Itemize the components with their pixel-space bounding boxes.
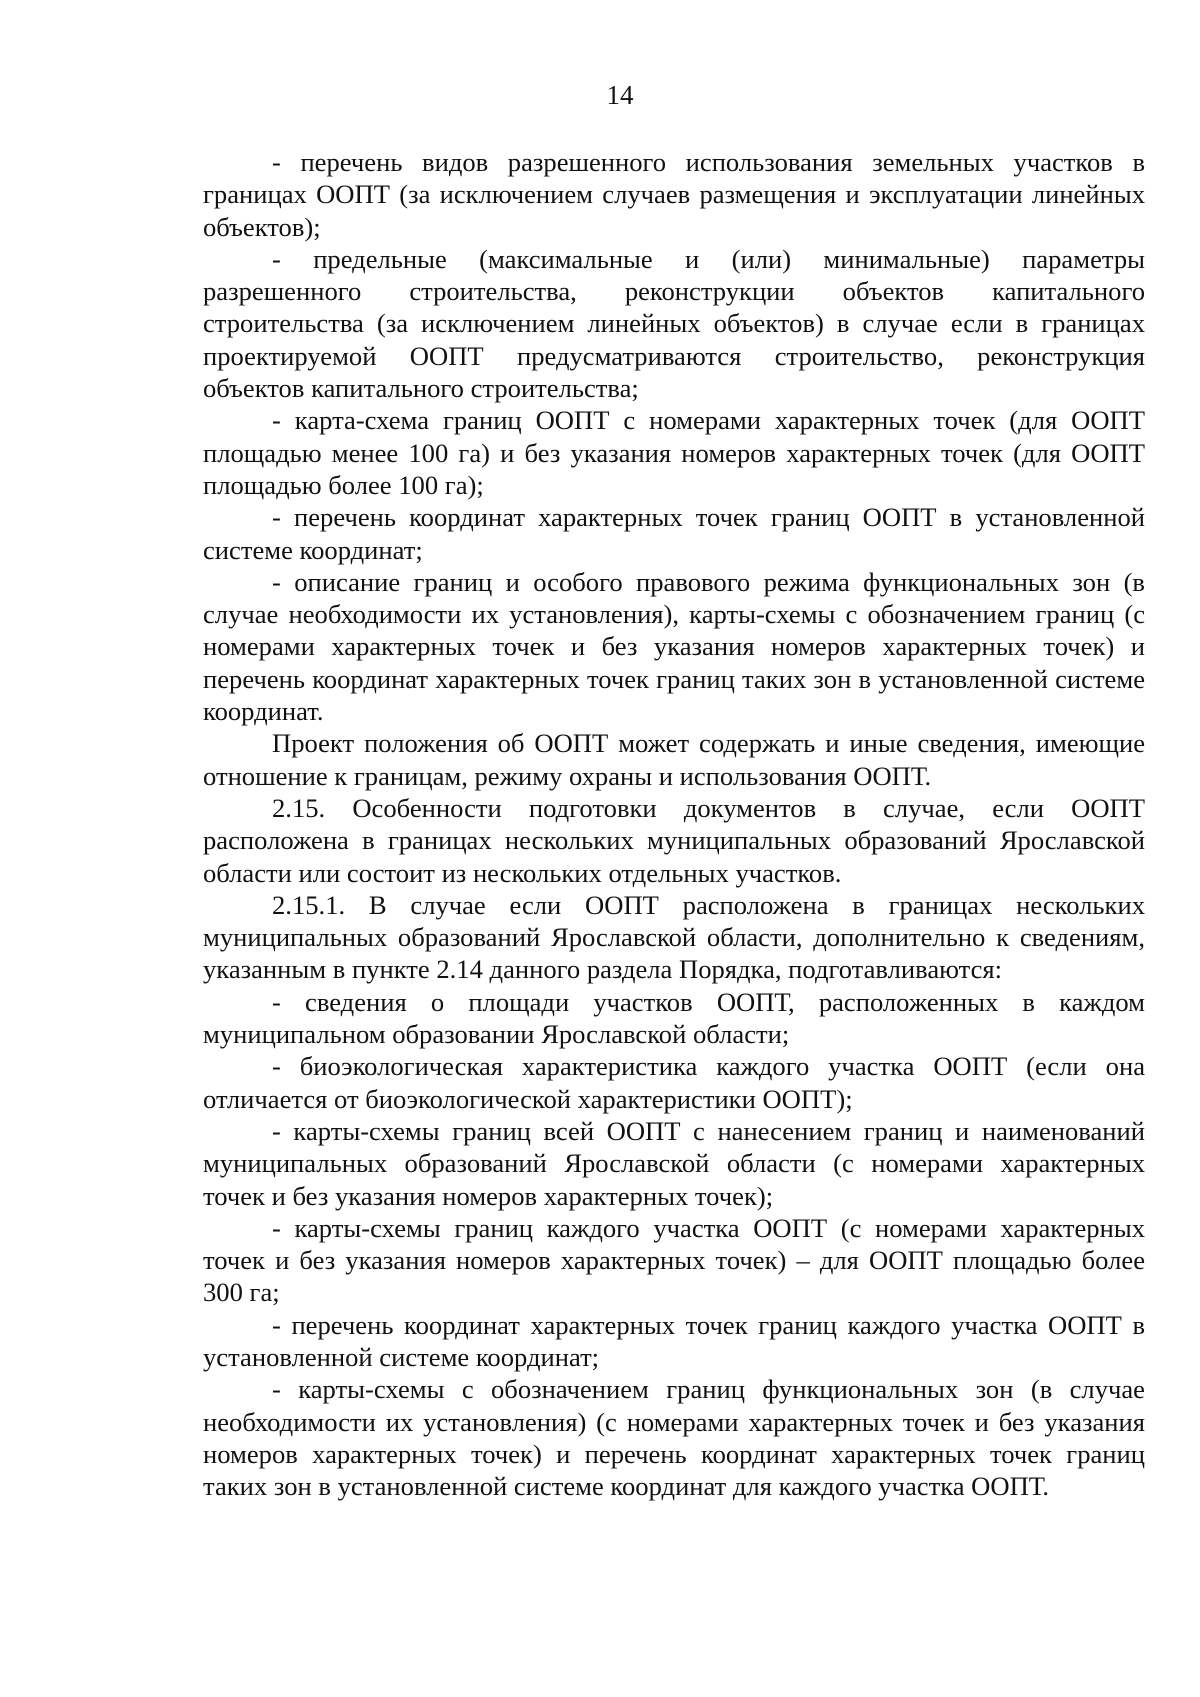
paragraph-land-use-list: - перечень видов разрешенного использования земельных участков в границах ООПТ (за исключением случаев размещения и эксплуатации линейных объектов);: [203, 147, 1145, 242]
paragraph-area-information: - сведения о площади участков ООПТ, расположенных в каждом муниципальном образовании Ярославской области;: [203, 986, 1145, 1050]
paragraph-construction-parameters: - предельные (максимальные и (или) минимальные) параметры разрешенного строительства, реконструкции объектов капитального строительства (за исключением линейных объектов) в случае если в границах проектируемой ООПТ предусматриваются строительство, реконструкция объектов капитального строительства;: [203, 243, 1145, 404]
paragraph-other-information: Проект положения об ООПТ может содержать и иные сведения, имеющие отношение к границам, режиму охраны и использования ООПТ.: [203, 728, 1145, 791]
paragraph-bioecological-characteristics: - биоэкологическая характеристика каждого участка ООПТ (если она отличается от биоэкологической характеристики ООПТ);: [203, 1051, 1145, 1114]
paragraph-functional-zone-maps: - карты-схемы с обозначением границ функциональных зон (в случае необходимости их установления) (с номерами характерных точек и без указания номеров характерных точек) и перечень координат характерных точек границ таких зон в установленной системе координат для каждого участка ООПТ.: [203, 1374, 1145, 1502]
paragraph-entire-boundary-maps: - карты-схемы границ всей ООПТ с нанесением границ и наименований муниципальных образований Ярославской области (с номерами характерных точек и без указания номеров характерных точек);: [203, 1115, 1145, 1211]
paragraph-coordinates-list: - перечень координат характерных точек границ ООПТ в установленной системе координат;: [203, 502, 1145, 565]
document-body: [203, 146, 1145, 1502]
paragraph-each-plot-coordinates: - перечень координат характерных точек границ каждого участка ООПТ в установленной системе координат;: [203, 1309, 1145, 1372]
page-number: 14: [606, 80, 634, 110]
paragraph-section-2-15-1: 2.15.1. В случае если ООПТ расположена в границах нескольких муниципальных образований Ярославской области, дополнительно к сведениям, указанным в пункте 2.14 данного раздела Порядка, подготавливаются:: [203, 889, 1145, 985]
paragraph-boundary-map-scheme: - карта-схема границ ООПТ с номерами характерных точек (для ООПТ площадью менее 100 га) и без указания номеров характерных точек (для ООПТ площадью более 100 га);: [203, 405, 1145, 500]
paragraph-functional-zones: - описание границ и особого правового режима функциональных зон (в случае необходимости их установления), карты-схемы с обозначением границ (с номерами характерных точек и без указания номеров характерных точек) и перечень координат характерных точек границ таких зон в установленной системе координат.: [203, 566, 1145, 727]
paragraph-section-2-15: 2.15. Особенности подготовки документов в случае, если ООПТ расположена в границах нескольких муниципальных образований Ярославской области или состоит из нескольких отдельных участков.: [203, 792, 1145, 888]
paragraph-each-plot-maps: - карты-схемы границ каждого участка ООПТ (с номерами характерных точек и без указания номеров характерных точек) – для ООПТ площадью более 300 га;: [203, 1212, 1145, 1308]
